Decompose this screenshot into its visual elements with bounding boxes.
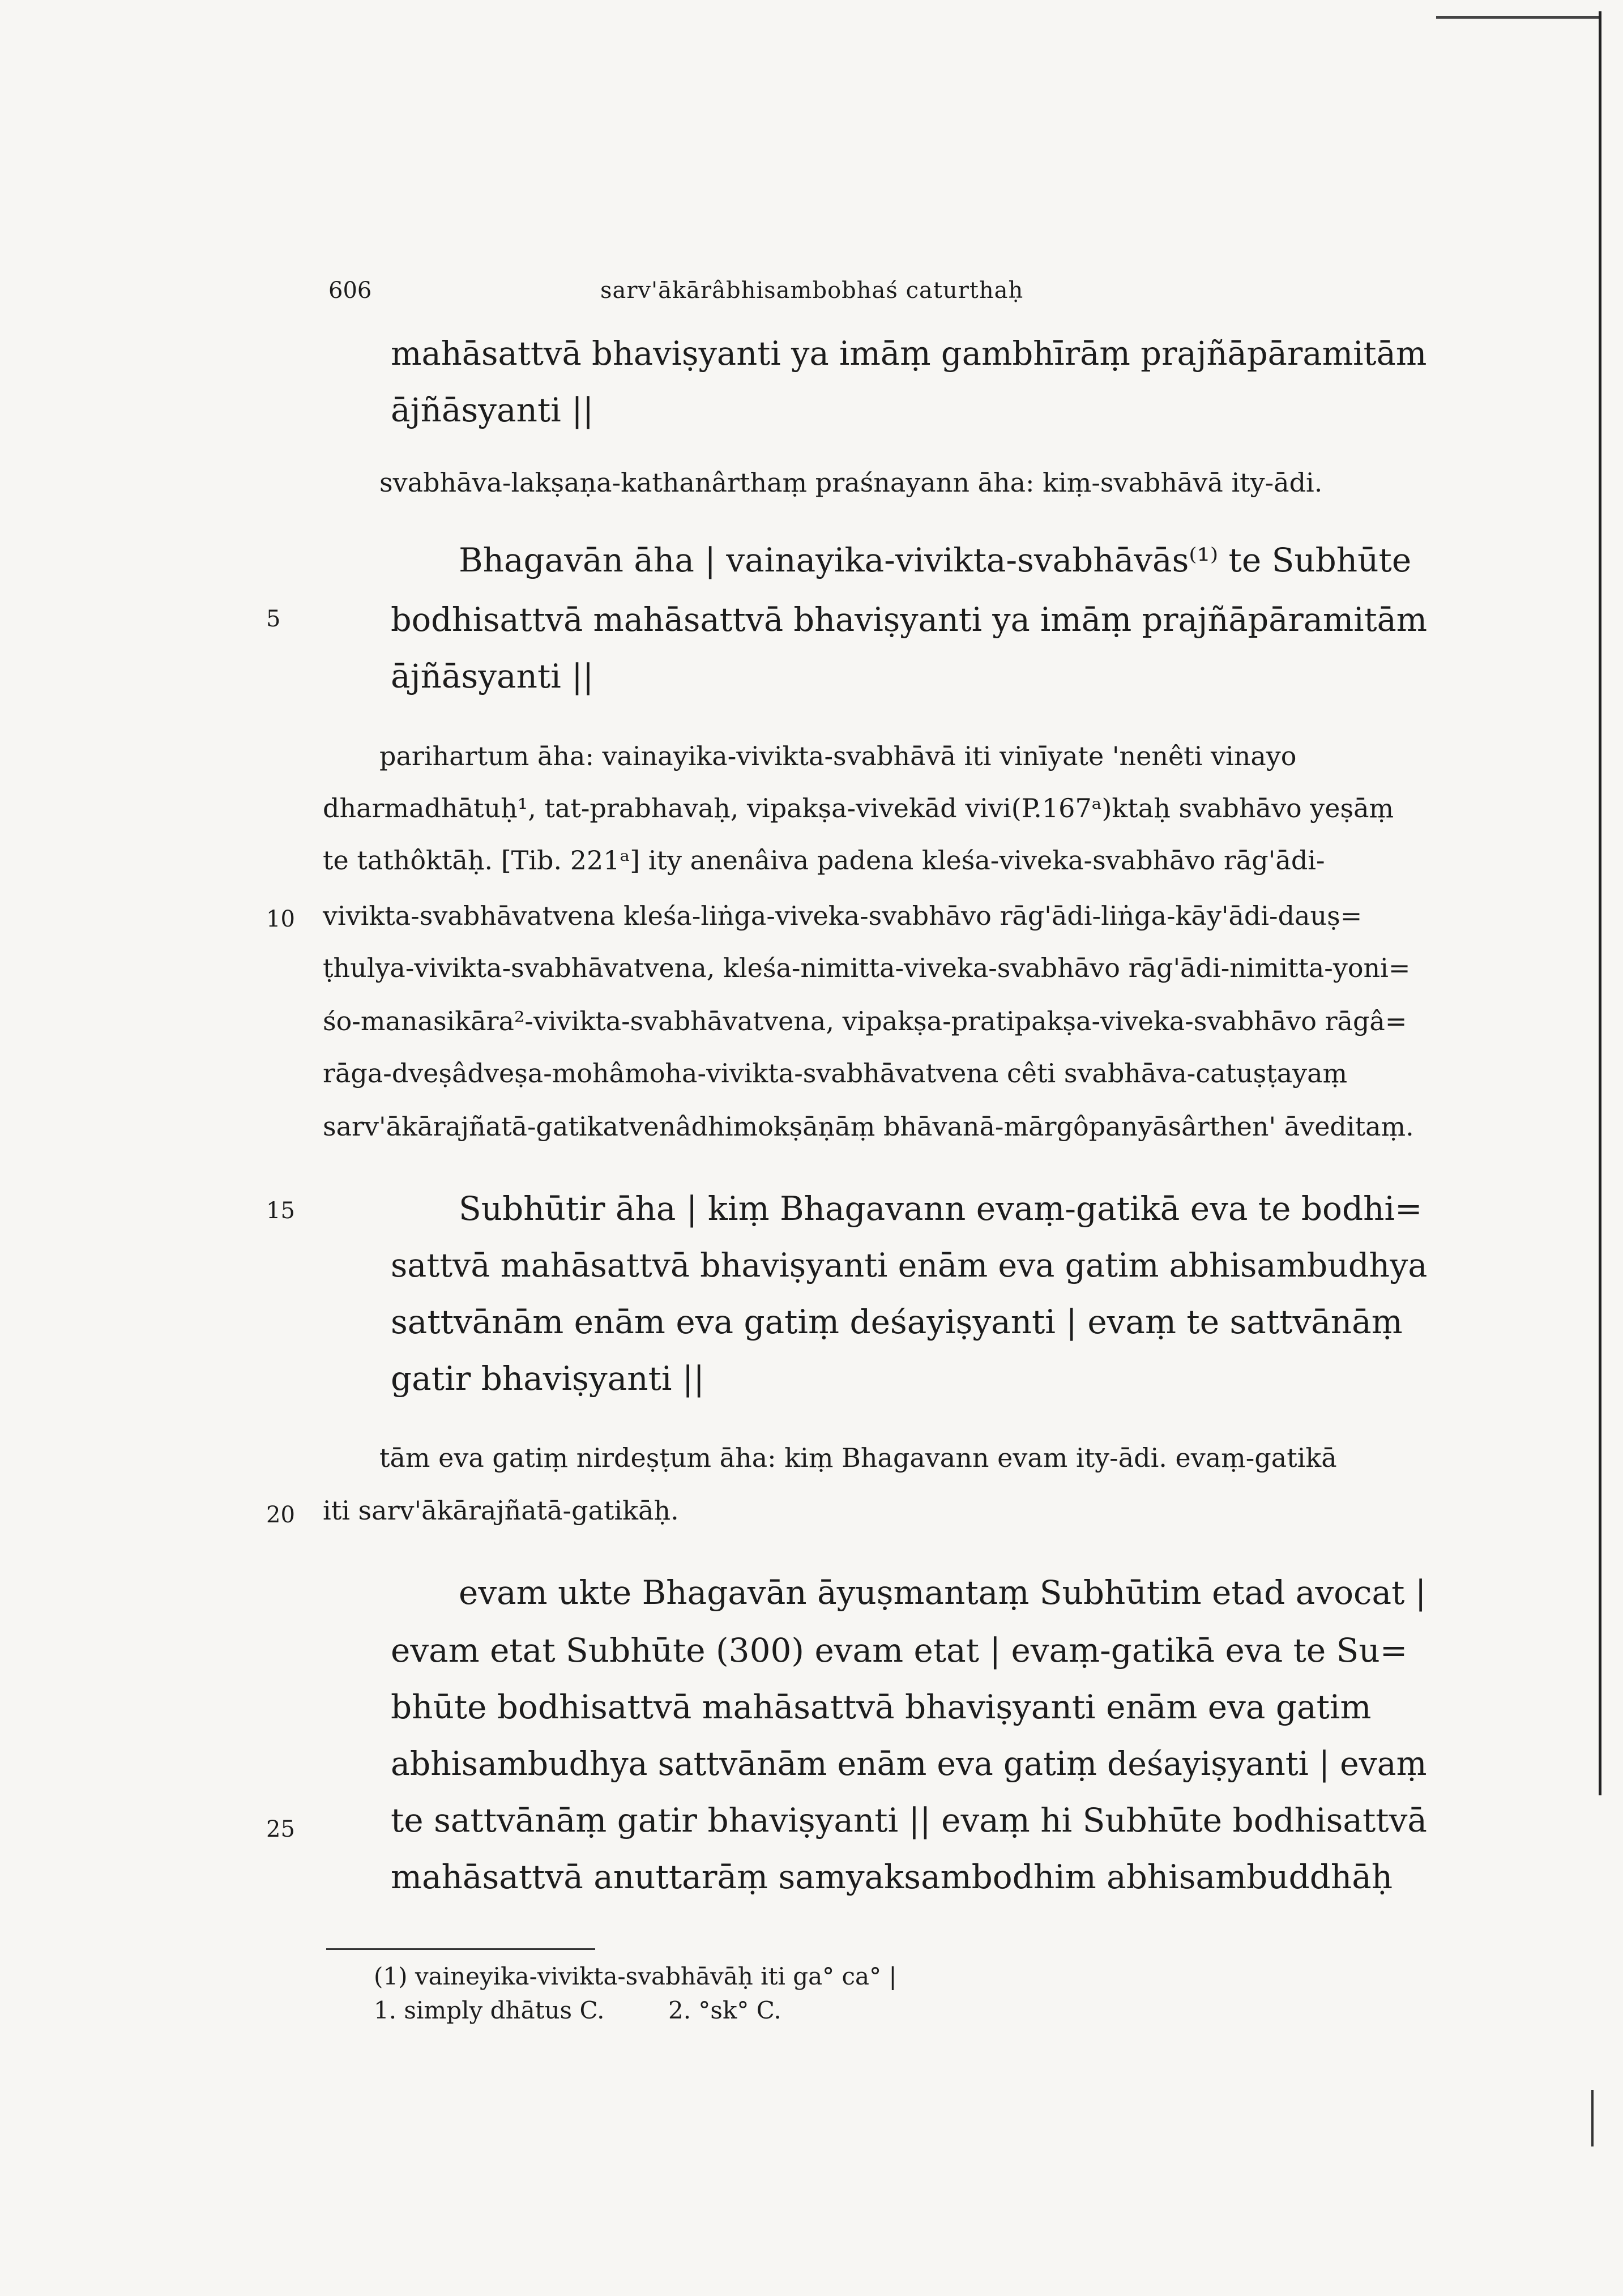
text-line: mahāsattvā bhaviṣyanti ya imāṃ gambhīrāṃ prajñāpāramitām — [391, 334, 1427, 373]
line-number: 25 — [266, 1816, 295, 1842]
commentary-line: rāga-dveṣâdveṣa-mohâmoha-vivikta-svabhāvatvena cêti svabhāva-catuṣṭayaṃ — [323, 1058, 1348, 1089]
commentary-line: tām eva gatiṃ nirdeṣṭum āha: kiṃ Bhagavann evam ity-ādi. evaṃ-gatikā — [379, 1443, 1337, 1473]
scan-edge-top — [1436, 16, 1600, 19]
commentary-line: vivikta-svabhāvatvena kleśa-liṅga-viveka-svabhāvo rāg'ādi-liṅga-kāy'ādi-dauṣ= — [323, 901, 1363, 931]
page-header — [0, 278, 1623, 323]
running-head: sarv'ākārâbhisambobhaś caturthaḥ — [600, 278, 1024, 304]
commentary-line: ṭhulya-vivikta-svabhāvatvena, kleśa-nimitta-viveka-svabhāvo rāg'ādi-nimitta-yoni= — [323, 953, 1411, 983]
commentary-line: parihartum āha: vainayika-vivikta-svabhāvā iti vinīyate 'nenêti vinayo — [379, 741, 1297, 771]
footnote-rule — [326, 1948, 595, 1950]
text-line: evam ukte Bhagavān āyuṣmantaṃ Subhūtim etad avocat | — [459, 1573, 1426, 1612]
text-line: Bhagavān āha | vainayika-vivikta-svabhāvās⁽¹⁾ te Subhūte — [459, 541, 1412, 579]
text-line: bhūte bodhisattvā mahāsattvā bhaviṣyanti enām eva gatim — [391, 1688, 1372, 1726]
footnote: 1. simply dhātus C. — [374, 1996, 605, 2024]
line-number: 15 — [266, 1198, 295, 1224]
line-number: 5 — [266, 606, 281, 632]
commentary-line: te tathôktāḥ. [Tib. 221ᵃ] ity anenâiva padena kleśa-viveka-svabhāvo rāg'ādi- — [323, 845, 1325, 876]
text-line: evam etat Subhūte (300) evam etat | evaṃ-gatikā eva te Su= — [391, 1631, 1408, 1670]
commentary-line: iti sarv'ākārajñatā-gatikāḥ. — [323, 1495, 679, 1526]
commentary-line: dharmadhātuḥ¹, tat-prabhavaḥ, vipakṣa-vivekād vivi(P.167ᵃ)ktaḥ svabhāvo yeṣāṃ — [323, 793, 1394, 823]
text-line: abhisambudhya sattvānām enām eva gatiṃ deśayiṣyanti | evaṃ — [391, 1744, 1427, 1783]
text-line: ājñāsyanti || — [391, 391, 594, 429]
text-line: gatir bhaviṣyanti || — [391, 1359, 704, 1398]
text-line: Subhūtir āha | kiṃ Bhagavann evaṃ-gatikā eva te bodhi= — [459, 1189, 1423, 1228]
commentary-line: śo-manasikāra²-vivikta-svabhāvatvena, vipakṣa-pratipakṣa-viveka-svabhāvo rāgâ= — [323, 1006, 1407, 1036]
text-line: sattvā mahāsattvā bhaviṣyanti enām eva gatim abhisambudhya — [391, 1246, 1428, 1284]
line-number: 10 — [266, 906, 295, 932]
text-line: mahāsattvā anuttarāṃ samyaksambodhim abhisambuddhāḥ — [391, 1858, 1393, 1896]
commentary-line: sarv'ākārajñatā-gatikatvenâdhimokṣāṇāṃ bhāvanā-mārgôpanyāsârthen' āveditaṃ. — [323, 1111, 1414, 1142]
page-number: 606 — [328, 278, 372, 304]
text-line: sattvānām enām eva gatiṃ deśayiṣyanti | evaṃ te sattvānāṃ — [391, 1303, 1403, 1341]
line-number: 20 — [266, 1502, 295, 1528]
footnote: 2. °sk° C. — [668, 1996, 781, 2024]
text-line: te sattvānāṃ gatir bhaviṣyanti || evaṃ hi Subhūte bodhisattvā — [391, 1801, 1427, 1840]
text-line: ājñāsyanti || — [391, 657, 594, 695]
footnote: (1) vaineyika-vivikta-svabhāvāḥ iti ga° ca° | — [374, 1962, 897, 1990]
scan-tick — [1591, 2090, 1594, 2146]
commentary-line: svabhāva-lakṣaṇa-kathanârthaṃ praśnayann āha: kiṃ-svabhāvā ity-ādi. — [379, 467, 1323, 498]
text-line: bodhisattvā mahāsattvā bhaviṣyanti ya imāṃ prajñāpāramitām — [391, 600, 1428, 639]
